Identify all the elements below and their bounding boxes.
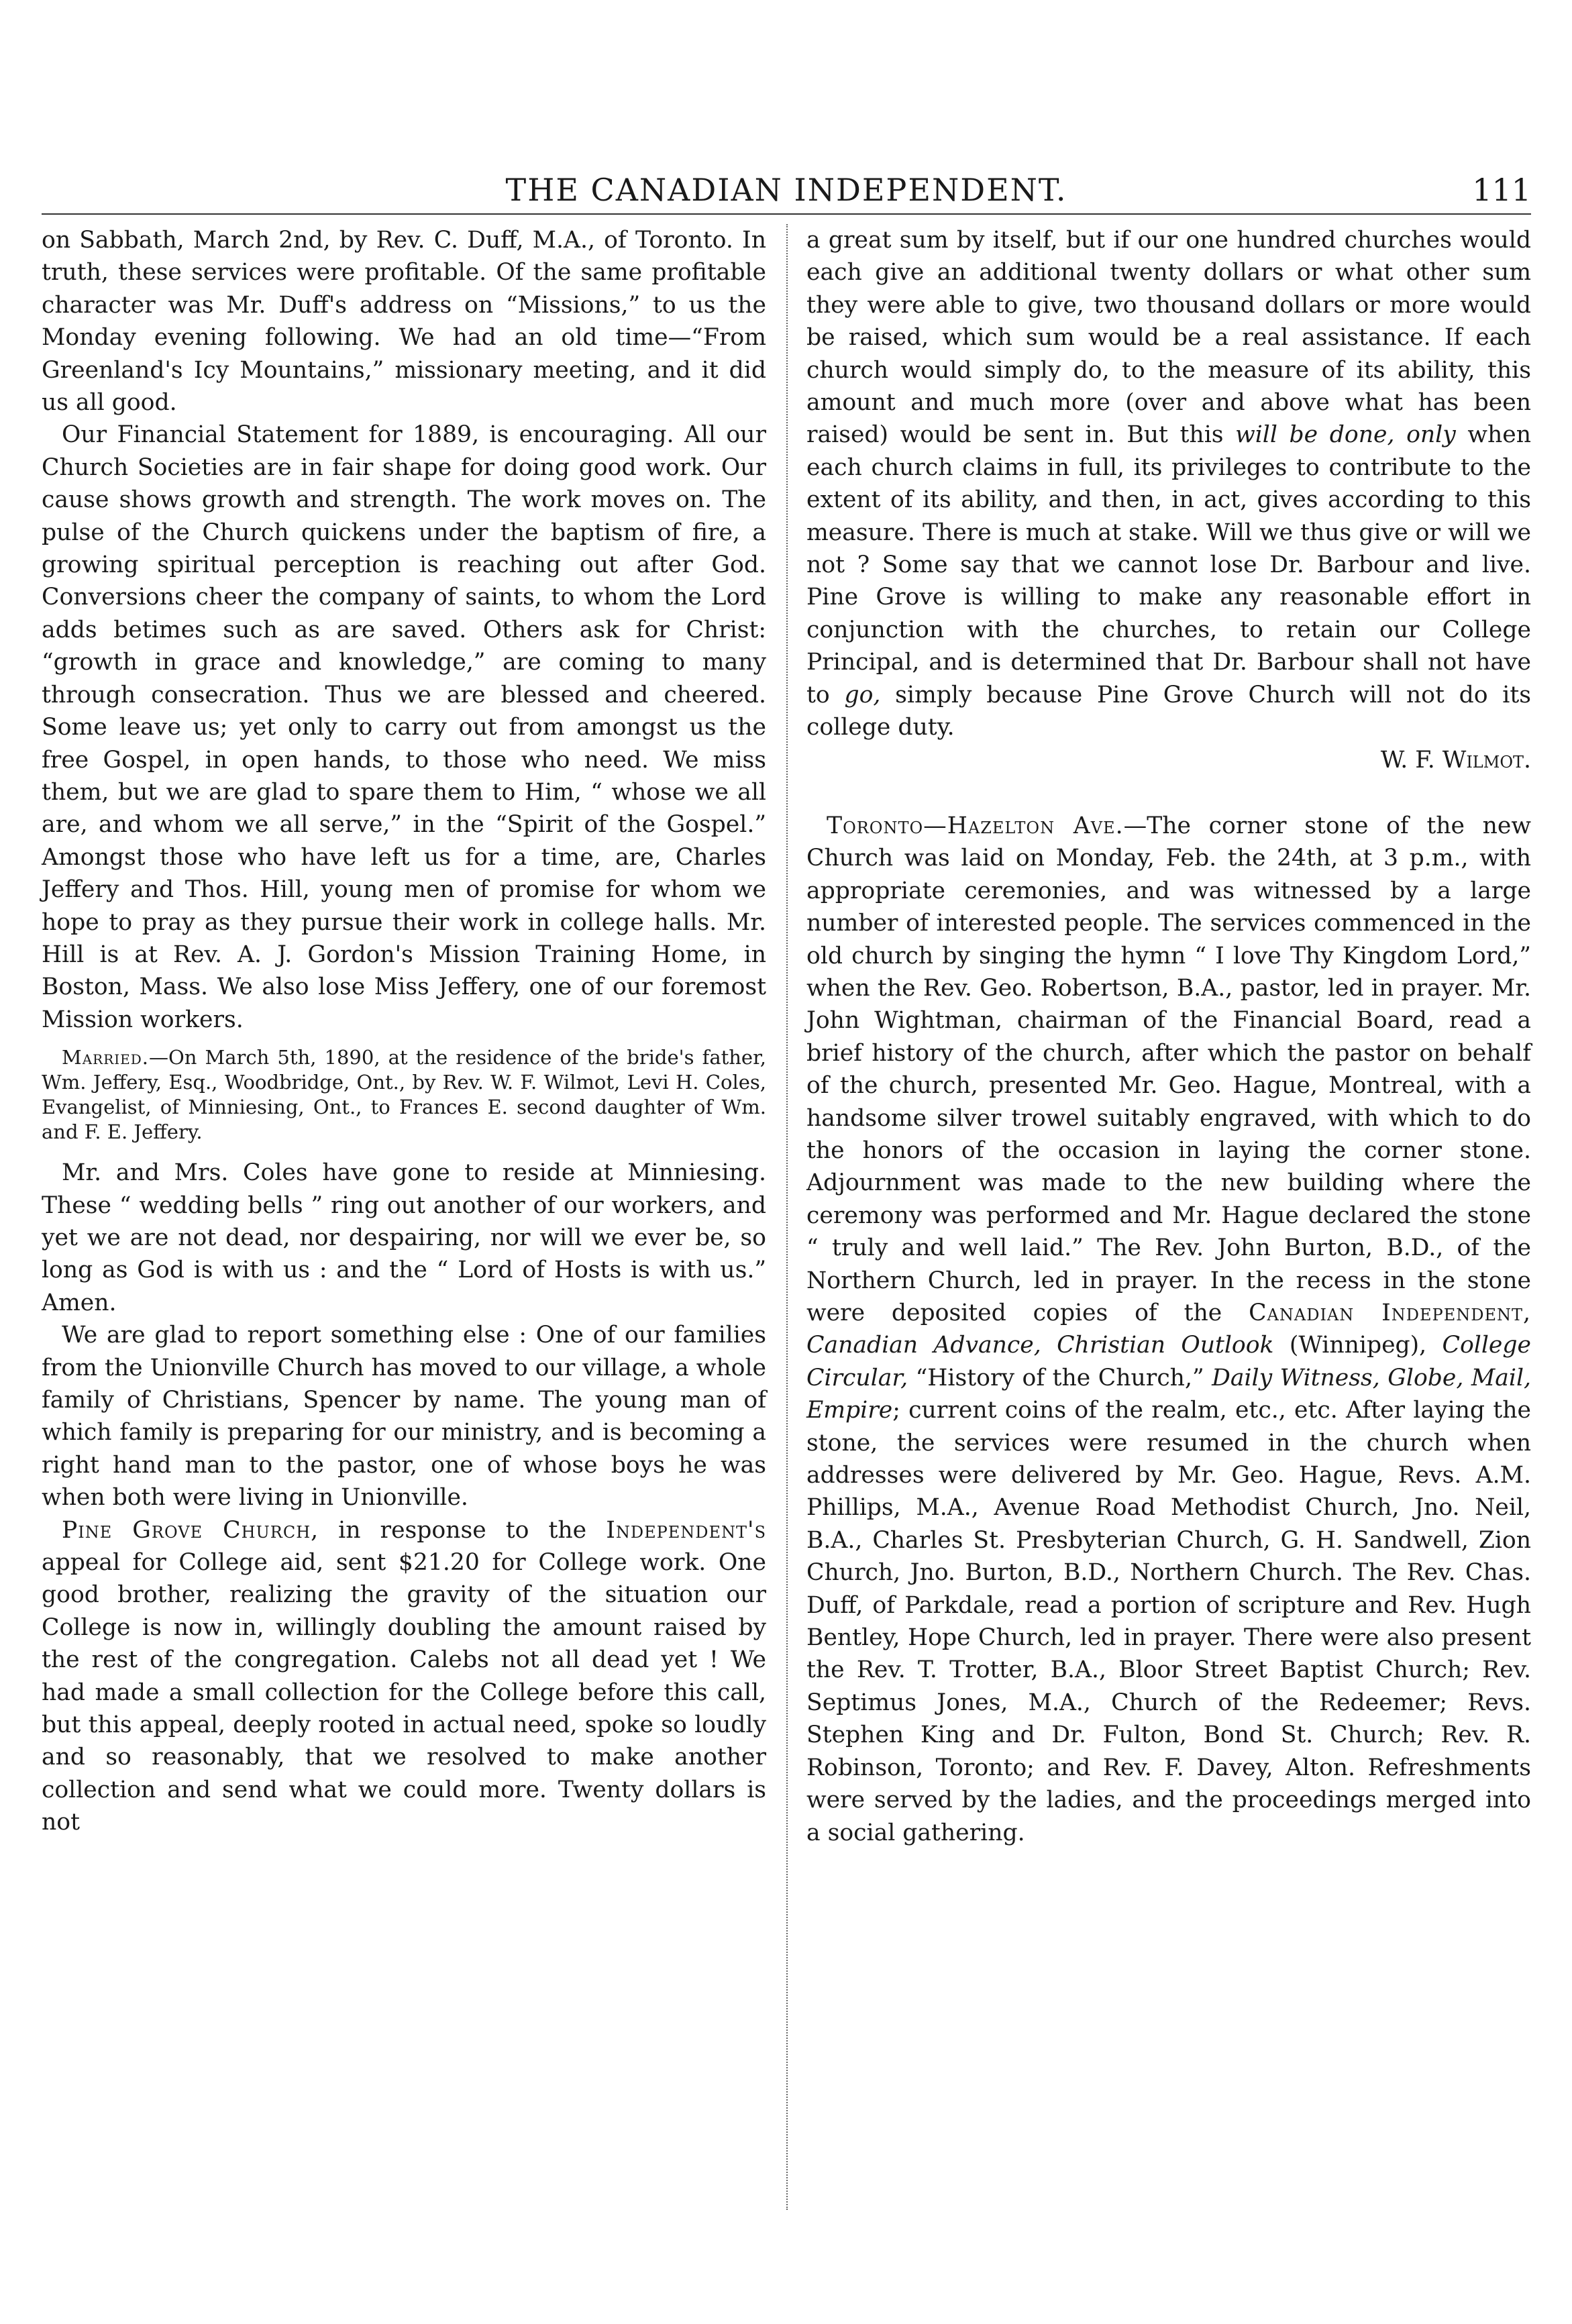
marriage-notice-text: —On March 5th, 1890, at the residence of the bride's father, Wm. Jeffery, Esq., Woodbridge, Ont., by Rev. W. F. Wilmot, Levi H. Coles, Evangelist, of Minniesing, Ont., to Frances E. second daughter of Wm. and F. E. Jeffery. [42,1046,766,1144]
article-paragraph: Mr. and Mrs. Coles have gone to reside at Minniesing. These “ wedding bells ” ring out another of our workers, and yet we are not dead, nor despairing, nor will we ever be, so long as God is with us : and the “ Lord of Hosts is with us.” Amen. [42,1159,766,1316]
publication-name: Independent's [606,1516,767,1544]
newspaper-page [42,0,1531,2324]
publication-name: Canadian Independent, [1249,1300,1531,1326]
column-divider [786,224,788,2210]
article-paragraph [42,1514,766,1839]
article-paragraph: on Sabbath, March 2nd, by Rev. C. Duff, M.A., of Toronto. In truth, these services were profitable. Of the same profitable character was Mr. Duff's address on “Missions,” to us the Monday evening following. We had an old time—“From Greenland's Icy Mountains,” missionary meeting, and it did us all good. [42,227,766,417]
church-name-heading: Pine Grove Church, [62,1516,319,1544]
article-paragraph: Our Financial Statement for 1889, is encouraging. All our Church Societies are in fair shape for doing good work. Our cause shows growth and strength. The work moves on. The pulse of the Church quickens under the baptism of fire, a growing spiritual perception is reaching out after God. Conversions cheer the company of saints, to whom the Lord adds betimes such as are saved. Others ask for Christ: “growth in grace and knowledge,” are coming to many through consecration. Thus we are blessed and cheered. Some leave us; yet only to carry out from amongst us the free Gospel, in open hands, to those who need. We miss them, but we are glad to spare them to Him, “ whose we all are, and whom we all serve,” in the “Spirit of the Gospel.” Amongst those who have left us for a time, are, Charles Jeffery and Thos. Hill, young men of promise for whom we hope to pray as they pursue their work in college halls. Mr. Hill is at Rev. A. J. Gordon's Mission Training Home, in Boston, Mass. We also lose Miss Jeffery, one of our foremost Mission workers. [42,421,766,1033]
article-paragraph: We are glad to report something else : One of our families from the Unionville Church has moved to our village, a whole family of Christians, Spencer by name. The young man of which family is preparing for our ministry, and is becoming a right hand man to the pastor, one of whose boys he was when both were living in Unionville. [42,1322,766,1512]
right-column [806,224,1531,1849]
text-run: in response to the [319,1516,607,1544]
marriage-notice-label: Married. [62,1046,150,1069]
emphasis-text: go, [844,681,881,708]
article-paragraph [806,810,1531,1849]
page-header [42,166,1531,213]
header-rule [42,213,1531,215]
text-run: appeal for College aid, sent $21.20 for College work. One good brother, realizing the gravity of the situation our College is now in, willingly doubling the amount raised by the rest of the congregation. Calebs not all dead yet ! We had made a small collection for the College before this call, but this appeal, deeply rooted in actual need, spoke so loudly and so reasonably, that we resolved to make another collection and send what we could more. Twenty dollars is not [42,1549,766,1836]
left-column [42,224,766,1839]
emphasis-text: Canadian Advance, Christian Outlook [806,1332,1274,1359]
text-run: “History of the Church,” [908,1364,1212,1391]
text-run: ; current coins of the realm, etc., etc. After laying the stone, the services were resumed in the church when addresses were delivered by Mr. Geo. Hague, Revs. A.M. Phillips, M.A., Avenue Road Methodist Church, Jno. Neil, B.A., Charles St. Presbyterian Church, G. H. Sandwell, Zion Church, Jno. Burton, B.D., Northern Church. The Rev. Chas. Duff, of Parkdale, read a portion of scripture and Rev. Hugh Bentley, Hope Church, led in prayer. There were also present the Rev. T. Trotter, B.A., Bloor Street Baptist Church; Rev. Septimus Jones, M.A., Church of the Redeemer; Revs. Stephen King and Dr. Fulton, Bond St. Church; Rev. R. Robinson, Toronto; and Rev. F. Davey, Alton. Refreshments were served by the ladies, and the proceedings merged into a social gathering. [806,1397,1531,1846]
text-run: a great sum by itself, but if our one hundred churches would each give an additional twenty dollars or what other sum they were able to give, two thousand dollars or more would be raised, which sum would be a real assistance. If each church would simply do, to the measure of its ability, this amount and much more (over and above what has been raised) would be sent in. But this [806,227,1531,449]
emphasis-text: College Circular, [806,1332,1531,1391]
emphasis-text: Daily Witness, Globe, Mail, Empire [806,1364,1531,1424]
emphasis-text: will be done, only [1235,421,1456,449]
text-run: simply because Pine Grove Church will not do its college duty. [806,681,1531,741]
publication-title: THE CANADIAN INDEPENDENT. [505,172,1067,208]
article-paragraph [806,224,1531,744]
church-name-heading: Toronto—Hazelton Ave. [827,812,1124,839]
marriage-notice [42,1045,766,1145]
signature: W. F. Wilmot. [1380,746,1531,774]
page-number: 111 [1472,172,1531,208]
text-run: —The corner stone of the new Church was laid on Monday, Feb. the 24th, at 3 p.m., with appropriate ceremonies, and was witnessed by a large number of interested people. The services commenced in the old church by singing the hymn “ I love Thy Kingdom Lord,” when the Rev. Geo. Robertson, B.A., pastor, led in prayer. Mr. John Wightman, chairman of the Financial Board, read a brief history of the church, after which the pastor on behalf of the church, presented Mr. Geo. Hague, Montreal, with a handsome silver trowel suitably engraved, with which to do the honors of the occasion in laying the corner stone. Adjournment was made to the new building where the ceremony was performed and Mr. Hague declared the stone “ truly and well laid.” The Rev. John Burton, B.D., of the Northern Church, led in prayer. In the recess in the stone were deposited copies of the [806,812,1531,1326]
text-run: (Winnipeg), [1273,1332,1443,1359]
text-run: when each church claims in full, its privileges to contribute to the extent of its ability, and then, in act, gives according to this measure. There is much at stake. Will we thus give or will we not ? Some say that we cannot lose Dr. Barbour and live. Pine Grove is willing to make any reasonable effort in conjunction with the churches, to retain our College Principal, and is determined that Dr. Barbour shall not have to [806,421,1531,708]
